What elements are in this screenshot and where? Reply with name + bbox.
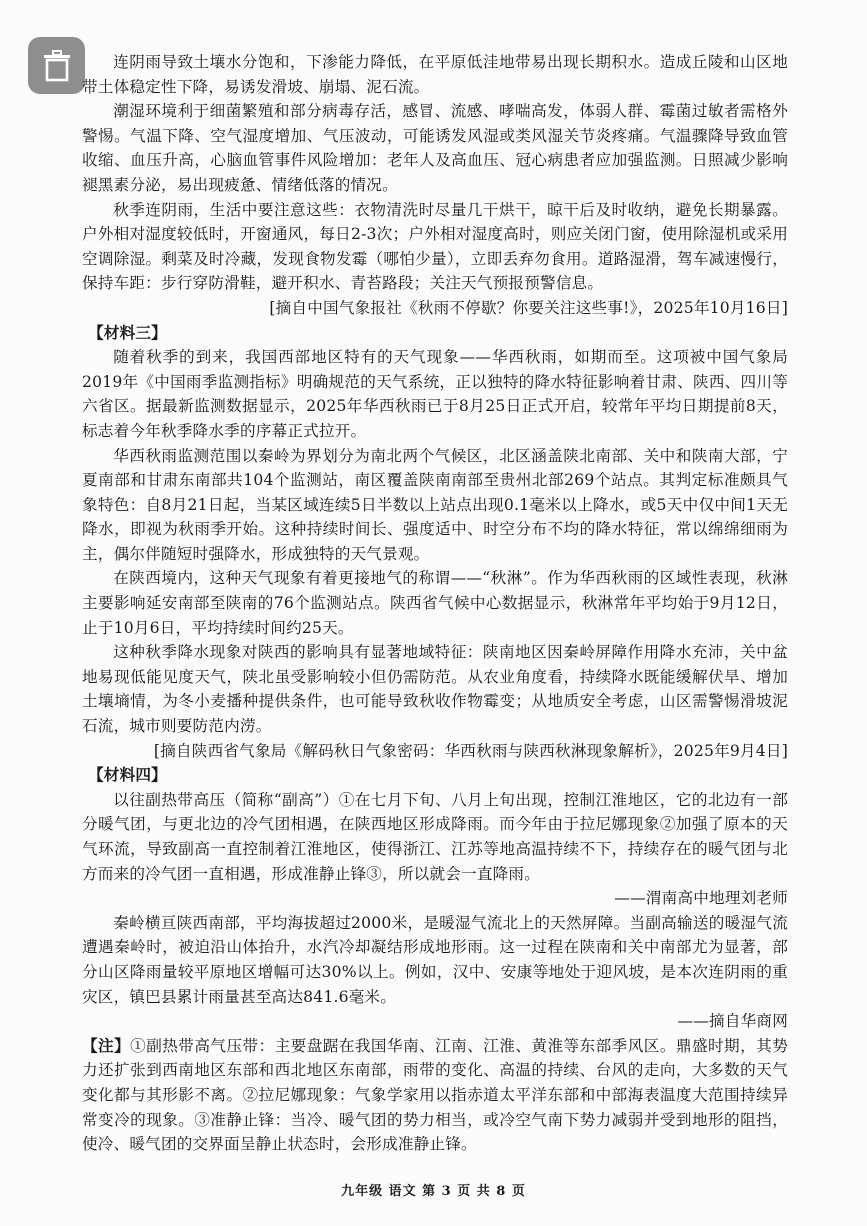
source-citation: ——摘自华商网 [677,1012,788,1031]
material-3-heading: 【材料三】 [88,322,167,342]
paragraph: 在陕西境内，这种天气现象有着更接地气的称谓——“秋淋”。作为华西秋雨的区域性表现，秋淋主要影响延安南部至陕南的76个监测站点。陕西省气候中心数据显示，秋淋常年平均始于9月12日，止于10月6日，平均持续时间约25天。 [82,569,788,637]
paragraph: 华西秋雨监测范围以秦岭为界划分为南北两个气候区，北区涵盖陕北南部、关中和陕南大部，宁夏南部和甘肃东南部共104个监测站，南区覆盖陕南南部至贵州北部269个站点。其判定标准颇具气象特色：自8月21日起，当某区域连续5日半数以上站点出现0.1毫米以上降水，或5天中仅中间1天无降水，即视为秋雨季开始。这种持续时间长、强度适中、时空分布不均的降水特征，常以绵绵细雨为主，偶尔伴随短时强降水，形成独特的天气景观。 [82,446,788,563]
paragraph: 以往副热带高压（简称“副高”）①在七月下旬、八月上旬出现，控制江淮地区，它的北边有一部分暖气团，与更北边的冷气团相遇，在陕西地区形成降雨。而今年由于拉尼娜现象②加强了原本的天气环流，导致副高一直控制着江淮地区，使得浙江、江苏等地高温持续不下，持续存在的暖气团与北方而来的冷气团一直相遇，形成准静止锋③，所以就会一直降雨。 [82,790,788,883]
trash-icon [42,50,72,82]
source-citation: [摘自陕西省气象局《解码秋日气象密码：华西秋雨与陕西秋淋现象解析》，2025年9月4日] [153,741,788,760]
source-citation: [摘自中国气象报社《秋雨不停歇？你要关注这些事!》，2025年10月16日] [269,298,788,317]
paragraph: 秋季连阴雨，生活中要注意这些：衣物清洗时尽量几干烘干，晾干后及时收纳，避免长期暴露。户外相对湿度较低时，开窗通风，每日2-3次；户外相对湿度高时，则应关闭门窗，使用除湿机或采用空调除湿。剩菜及时冷藏，发现食物发霉（哪怕少量），立即丢弃勿食用。道路湿滑，驾车减速慢行，保持车距：步行穿防滑鞋，避开积水、青苔路段；关注天气预报预警信息。 [82,200,788,293]
paragraph: 连阴雨导致土壤水分饱和，下渗能力降低，在平原低洼地带易出现长期积水。造成丘陵和山区地带土体稳定性下降，易诱发滑坡、崩塌、泥石流。 [82,53,788,96]
delete-button[interactable] [28,37,85,94]
paragraph: 秦岭横亘陕西南部，平均海拔超过2000米，是暖湿气流北上的天然屏障。当副高输送的暖湿气流遭遇秦岭时，被迫沿山体抬升，水汽冷却凝结形成地形雨。这一过程在陕南和关中南部尤为显著，部分山区降雨量较平原地区增幅可达30%以上。例如，汉中、安康等地处于迎风坡，是本次连阴雨的重灾区，镇巴县累计雨量甚至高达841.6毫米。 [82,913,788,1006]
source-citation: ——渭南高中地理刘老师 [614,889,788,908]
paragraph: 这种秋季降水现象对陕西的影响具有显著地域特征：陕南地区因秦岭屏障作用降水充沛，关中盆地易现低能见度天气，陕北虽受影响较小但仍需防范。从农业角度看，持续降水既能缓解伏旱、增加土壤墒情，为冬小麦播种提供条件，也可能导致秋收作物霉变；从地质安全考虑，山区需警惕滑坡泥石流，城市则要防范内涝。 [82,643,788,736]
footnote-text: ①副热带高气压带：主要盘踞在我国华南、江南、江淮、黄淮等东部季风区。鼎盛时期，其势力还扩张到西南地区东部和西北地区东南部，雨带的变化、高温的持续、台风的走向，大多数的天气变化都与其形影不离。②拉尼娜现象：气象学家用以指赤道太平洋东部和中部海表温度大范围持续异常变冷的现象。③准静止锋：当冷、暖气团的势力相当，或冷空气南下势力减弱并受到地形的阻挡，使冷、暖气团的交界面呈静止状态时，会形成准静止锋。 [82,1036,788,1154]
document-page [82,50,788,1157]
material-4-heading: 【材料四】 [88,765,167,785]
page-footer: 九年级 语文 第 3 页 共 8 页 [341,1184,526,1199]
paragraph: 随着秋季的到来，我国西部地区特有的天气现象——华西秋雨，如期而至。这项被中国气象局2019年《中国雨季监测指标》明确规范的天气系统，正以独特的降水特征影响着甘肃、陕西、四川等六省区。据最新监测数据显示，2025年华西秋雨已于8月25日正式开启，较常年平均日期提前8天，标志着今年秋季降水季的序幕正式拉开。 [82,348,788,440]
paragraph: 潮湿环境利于细菌繁殖和部分病毒存活，感冒、流感、哮喘高发，体弱人群、霉菌过敏者需格外警惕。气温下降、空气湿度增加、气压波动，可能诱发风湿或类风湿关节炎疼痛。气温骤降导致血管收缩、血压升高，心脑血管事件风险增加：老年人及高血压、冠心病患者应加强监测。日照减少影响褪黑素分泌，易出现疲惫、情绪低落的情况。 [82,102,788,194]
footnote [82,1034,788,1157]
footnote-label: 【注】 [82,1035,131,1055]
